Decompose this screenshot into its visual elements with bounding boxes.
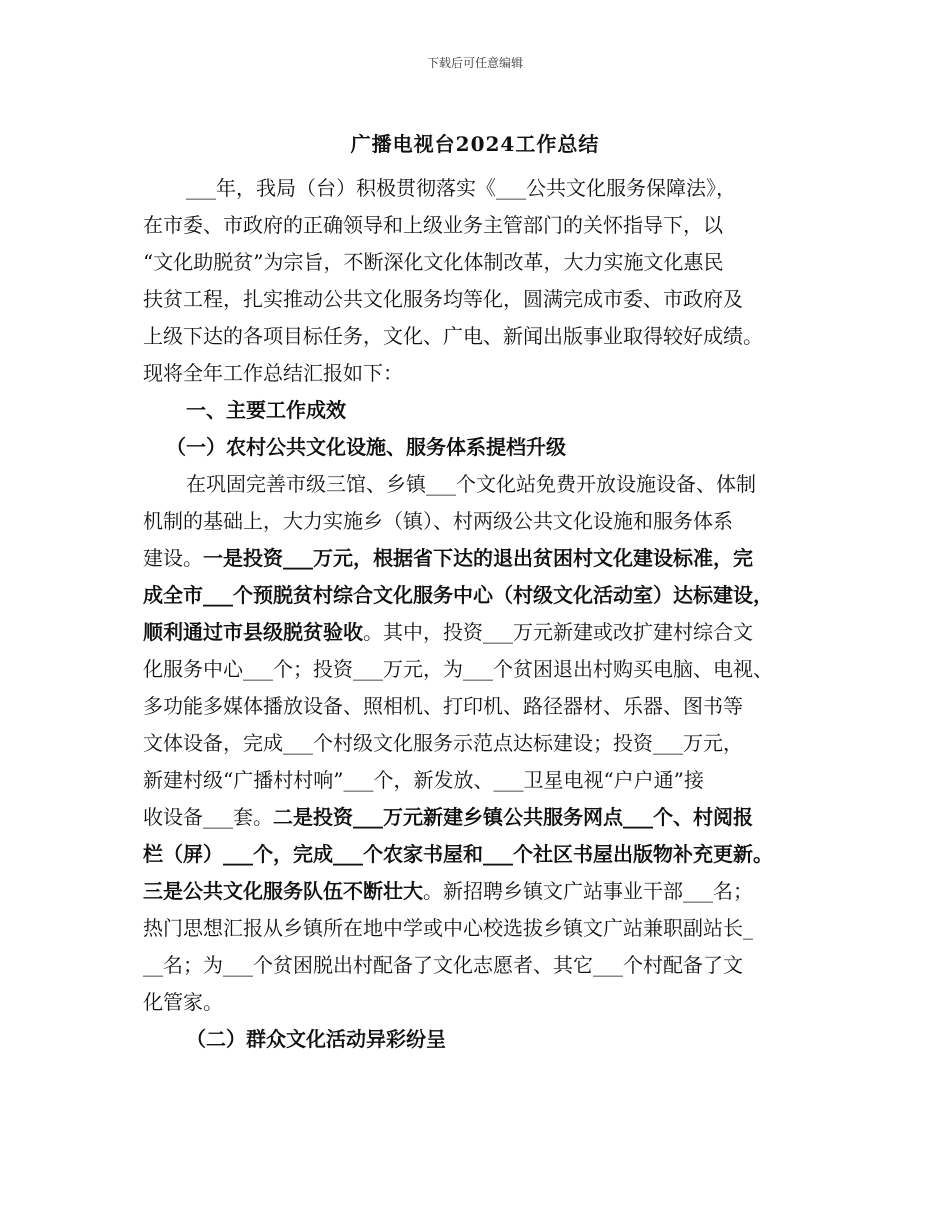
- text-line: [143, 805, 753, 829]
- text-line: 新建村级“广播村村响”___个，新发放、___卫星电视“户户通”接: [143, 768, 704, 792]
- text-line: 扶贫工程，扎实推动公共文化服务均等化，圆满完成市委、市政府及: [143, 287, 743, 311]
- text-line: 成全市___个预脱贫村综合文化服务中心（村级文化活动室）达标建设，: [143, 583, 773, 607]
- text-line: 栏（屏）___个，完成___个农家书屋和___个社区书屋出版物补充更新。: [143, 842, 773, 866]
- subsection-heading: （一）农村公共文化设施、服务体系提档升级: [166, 435, 566, 459]
- text-line: 机制的基础上，大力实施乡（镇）、村两级公共文化设施和服务体系: [143, 509, 733, 533]
- text-line: [143, 879, 753, 903]
- bold-run: 一是投资___万元，根据省下达的退出贫困村文化建设标准，完: [203, 546, 753, 570]
- text-line: [143, 546, 753, 570]
- text-line: 文体设备，完成___个村级文化服务示范点达标建设；投资___万元，: [143, 731, 743, 755]
- text-line: 多功能多媒体播放设备、照相机、打印机、路径器材、乐器、图书等: [143, 694, 743, 718]
- text-run: 收设备___套。: [143, 805, 273, 829]
- text-run: 。新招聘乡镇文广站事业干部___名；: [423, 879, 753, 903]
- text-run: 建设。: [143, 546, 203, 570]
- bold-run: 三是公共文化服务队伍不断壮大: [143, 879, 423, 903]
- text-line: ___年，我局（台）积极贯彻落实《___公共文化服务保障法》，: [186, 176, 736, 200]
- header-note: 下载后可任意编辑: [426, 56, 523, 70]
- subsection-heading: （二）群众文化活动异彩纷呈: [186, 1027, 446, 1051]
- section-heading: 一、主要工作成效: [186, 398, 346, 422]
- text-line: [143, 620, 753, 644]
- text-run: 。其中，投资___万元新建或改扩建村综合文: [363, 620, 753, 644]
- text-line: 在巩固完善市级三馆、乡镇___个文化站免费开放设施设备、体制: [186, 472, 756, 496]
- text-line: 热门思想汇报从乡镇所在地中学或中心校选拔乡镇文广站兼职副站长_: [143, 916, 753, 940]
- bold-run: 二是投资___万元新建乡镇公共服务网点___个、村阅报: [273, 805, 753, 829]
- bold-run: 顺利通过市县级脱贫验收: [143, 620, 363, 644]
- document-title: 广播电视台2024工作总结: [350, 132, 600, 156]
- text-line: __名；为___个贫困脱出村配备了文化志愿者、其它___个村配备了文: [143, 953, 743, 977]
- text-line: 现将全年工作总结汇报如下：: [143, 361, 403, 385]
- text-line: 上级下达的各项目标任务，文化、广电、新闻出版事业取得较好成绩。: [143, 324, 763, 348]
- text-line: 在市委、市政府的正确领导和上级业务主管部门的关怀指导下，以: [143, 213, 723, 237]
- text-line: 化服务中心___个；投资___万元，为___个贫困退出村购买电脑、电视、: [143, 657, 773, 681]
- text-line: 化管家。: [143, 990, 223, 1014]
- text-line: “文化助脱贫”为宗旨，不断深化文化体制改革，大力实施文化惠民: [143, 250, 724, 274]
